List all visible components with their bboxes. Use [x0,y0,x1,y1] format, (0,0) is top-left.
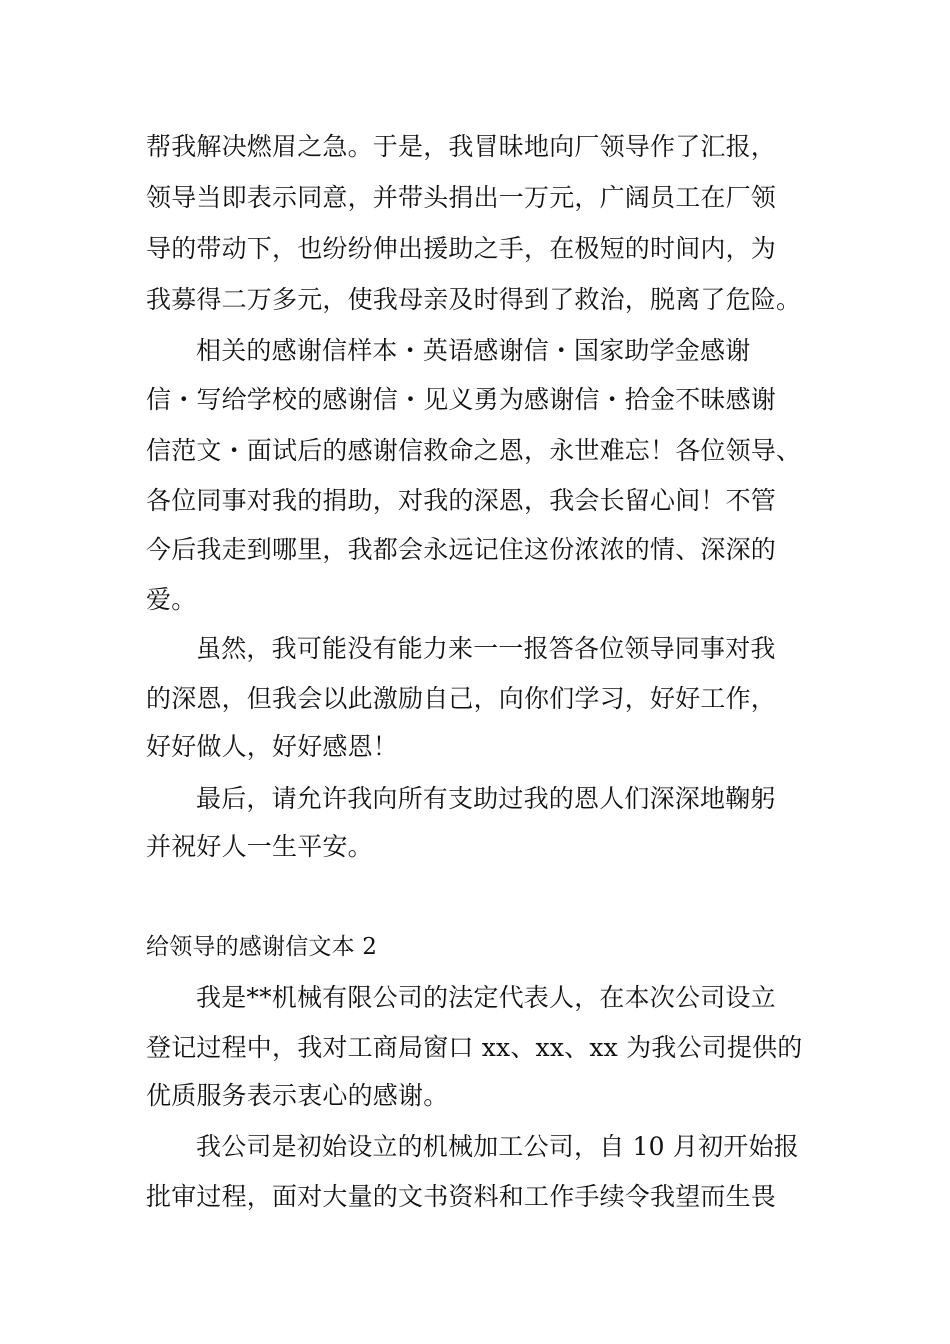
paragraph-5-line-3: 优质服务表示衷心的感谢。 [146,1081,449,1110]
paragraph-6-line-1: 我公司是初始设立的机械加工公司，自 10 月初开始报 [196,1132,799,1161]
paragraph-1-line-2: 领导当即表示同意，并带头捐出一万元，广阔员工在厂领 [146,183,777,212]
paragraph-2-line-5: 今后我走到哪里，我都会永远记住这份浓浓的情、深深的 [146,535,777,564]
paragraph-4-line-2: 并祝好人一生平安。 [146,832,373,861]
paragraph-2-line-2: 信・写给学校的感谢信・见义勇为感谢信・拾金不昧感谢 [146,385,777,414]
paragraph-5-line-1: 我是**机械有限公司的法定代表人，在本次公司设立 [196,983,776,1012]
paragraph-3-line-1: 虽然，我可能没有能力来一一报答各位领导同事对我 [196,634,776,663]
section-heading: 给领导的感谢信文本 2 [146,934,378,960]
paragraph-6-line-2: 批审过程，面对大量的文书资料和工作手续令我望而生畏 [146,1182,777,1211]
paragraph-5-line-2: 登记过程中，我对工商局窗口 xx、xx、xx 为我公司提供的 [146,1033,803,1062]
paragraph-1-line-1: 帮我解决燃眉之急。于是，我冒昧地向厂领导作了汇报， [146,132,777,161]
paragraph-2-line-1: 相关的感谢信样本・英语感谢信・国家助学金感谢 [196,336,751,365]
paragraph-1-line-3: 导的带动下，也纷纷伸出援助之手，在极短的时间内，为 [146,234,777,263]
paragraph-2-line-4: 各位同事对我的捐助，对我的深恩，我会长留心间！不管 [146,486,777,515]
paragraph-2-line-6: 爱。 [146,585,197,614]
paragraph-3-line-3: 好好做人，好好感恩！ [146,732,399,761]
paragraph-1-line-4: 我募得二万多元，使我母亲及时得到了救治，脱离了危险。 [146,285,802,314]
paragraph-2-line-3: 信范文・面试后的感谢信救命之恩，永世难忘！各位领导、 [146,436,802,465]
paragraph-3-line-2: 的深恩，但我会以此激励自己，向你们学习，好好工作， [146,684,777,713]
paragraph-4-line-1: 最后，请允许我向所有支助过我的恩人们深深地鞠躬 [196,784,776,813]
